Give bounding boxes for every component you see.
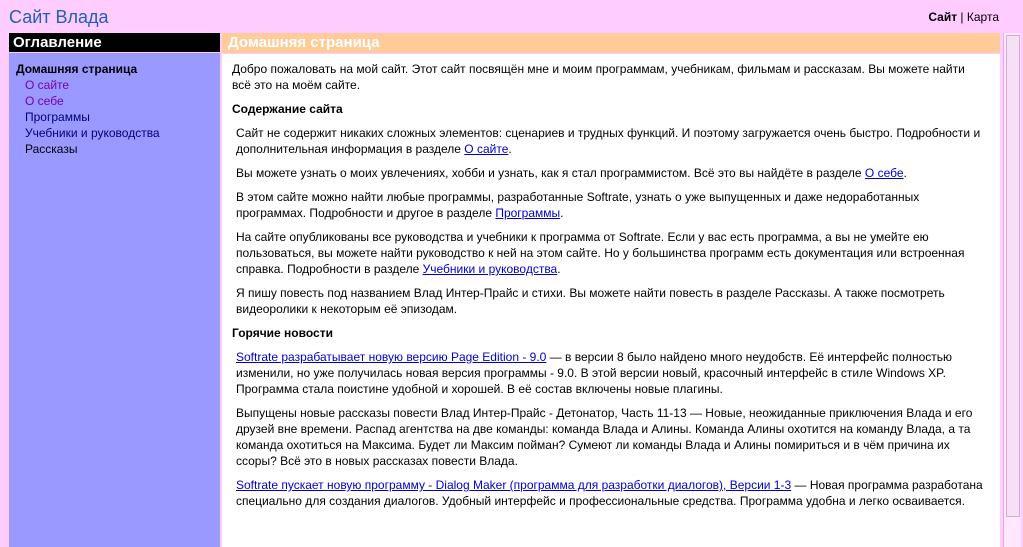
link-programs[interactable]: Программы bbox=[495, 206, 561, 220]
paragraph-text: Сайт не содержит никаких сложных элементов: сценариев и трудных функций. И поэтому загружается очень быстро. Подробности и дополнительная информация в разделе bbox=[236, 126, 981, 156]
link-tutorials[interactable]: Учебники и руководства bbox=[422, 262, 558, 276]
paragraph-about-me: Вы можете узнать о моих увлечениях, хобби и узнать, как я стал программистом. Всё это вы найдёте в разделе О себе. bbox=[236, 166, 907, 180]
sidebar-item-about-me[interactable]: О себе bbox=[25, 94, 64, 108]
news-text: — Новая программа разработана специально для создания диалогов. Удобный интерфейс и профессиональные средства. Программа удобна и легко осваивается. bbox=[236, 478, 983, 508]
sidebar-header: Оглавление bbox=[9, 33, 220, 52]
top-link-site: Сайт bbox=[928, 10, 958, 24]
news-item-stories: Выпущены новые рассказы повести Влад Интер-Прайс - Детонатор, Часть 11-13 — Новые, неожиданные приключения Влада и его друзей вне времени. Распад агентства на две команды: команда Влада и Алины. Команда Алины охотится на команду Влада, а та команда охотиться на Максима. Будет ли Максим пойман? Сумеют ли команды Влада и Алины помириться и в чём причина их ссоры? Всё это в новых рассказах повести Влада. bbox=[236, 406, 973, 468]
sidebar bbox=[9, 53, 220, 547]
paragraph-tutorials: На сайте опубликованы все руководства и учебники к программа от Softrate. Если у вас есть программа, а вы не умейте ею пользоваться, вы можете найти руководство к ней на этом сайте. Но у большинства программ есть документация или встроенная справка. Подробности в разделе Учебники и руководства. bbox=[236, 230, 965, 276]
paragraph-text: Вы можете узнать о моих увлечениях, хобби и узнать, как я стал программистом. Всё это вы найдёте в разделе bbox=[236, 166, 865, 180]
sidebar-item-stories: Рассказы bbox=[25, 142, 78, 156]
main-content bbox=[222, 54, 1000, 547]
content-header: Домашняя страница bbox=[222, 33, 1000, 53]
link-news-page-edition[interactable]: Softrate разрабатывает новую версию Page Edition - 9.0 bbox=[236, 350, 547, 364]
news-text: — в версии 8 было найдено много неудобств. Её интерфейс полностью изменили, но уже получилась новая версия программы - 9.0. В этой версии новый, красочный интерфейс в стиле Windows XP. Программа стала поистине удобной и хорошей. В её состав включены новые плагины. bbox=[236, 350, 952, 396]
section-title-contents: Содержание сайта bbox=[232, 102, 343, 116]
section-title-news: Горячие новости bbox=[232, 326, 333, 340]
paragraph-programs: В этом сайте можно найти любые программы, разработанные Softrate, узнать о уже выпущенных и даже недоработанных программах. Подробности и другое в разделе Программы. bbox=[236, 190, 920, 220]
scrollbar[interactable] bbox=[1003, 33, 1021, 547]
news-item-dialog-maker bbox=[232, 477, 984, 509]
top-link-map[interactable]: Карта bbox=[966, 10, 999, 24]
sidebar-item-home: Домашняя страница bbox=[16, 62, 138, 76]
paragraph-about-site: Сайт не содержит никаких сложных элементов: сценариев и трудных функций. И поэтому загружается очень быстро. Подробности и дополнительная информация в разделе О сайте. bbox=[236, 126, 981, 156]
sidebar-item-programs[interactable]: Программы bbox=[25, 110, 90, 124]
paragraph-stories: Я пишу повесть под названием Влад Интер-Прайс и стихи. Вы можете найти повесть в разделе Рассказы. А также посмотреть видеоролики к некоторым её эпизодам. bbox=[236, 286, 945, 316]
link-news-dialog-maker[interactable]: Softrate пускает новую программу - Dialog Maker (программа для разработки диалогов), Версии 1-3 bbox=[236, 478, 792, 492]
scrollbar-thumb[interactable] bbox=[1006, 35, 1020, 517]
intro-paragraph: Добро пожаловать на мой сайт. Этот сайт посвящён мне и моим программам, учебникам, фильмам и рассказам. Вы можете найти всё это на моём сайте. bbox=[232, 62, 965, 92]
link-about-site[interactable]: О сайте bbox=[464, 142, 509, 156]
news-item-page-edition bbox=[232, 349, 984, 397]
top-links-separator: | bbox=[960, 10, 964, 24]
sidebar-item-about-site[interactable]: О сайте bbox=[25, 78, 70, 92]
paragraph-text: На сайте опубликованы все руководства и учебники к программа от Softrate. Если у вас есть программа, а вы не умейте ею пользоваться, вы можете найти руководство к ней на этом сайте. Но у большинства программ есть документация или встроенная справка. Подробности в разделе bbox=[236, 230, 965, 276]
sidebar-item-tutorials[interactable]: Учебники и руководства bbox=[25, 126, 160, 140]
link-about-me[interactable]: О себе bbox=[864, 166, 904, 180]
site-title: Сайт Влада bbox=[9, 7, 109, 27]
top-links bbox=[928, 10, 999, 24]
paragraph-text: В этом сайте можно найти любые программы, разработанные Softrate, узнать о уже выпущенных и даже недоработанных программах. Подробности и другое в разделе bbox=[236, 190, 920, 220]
